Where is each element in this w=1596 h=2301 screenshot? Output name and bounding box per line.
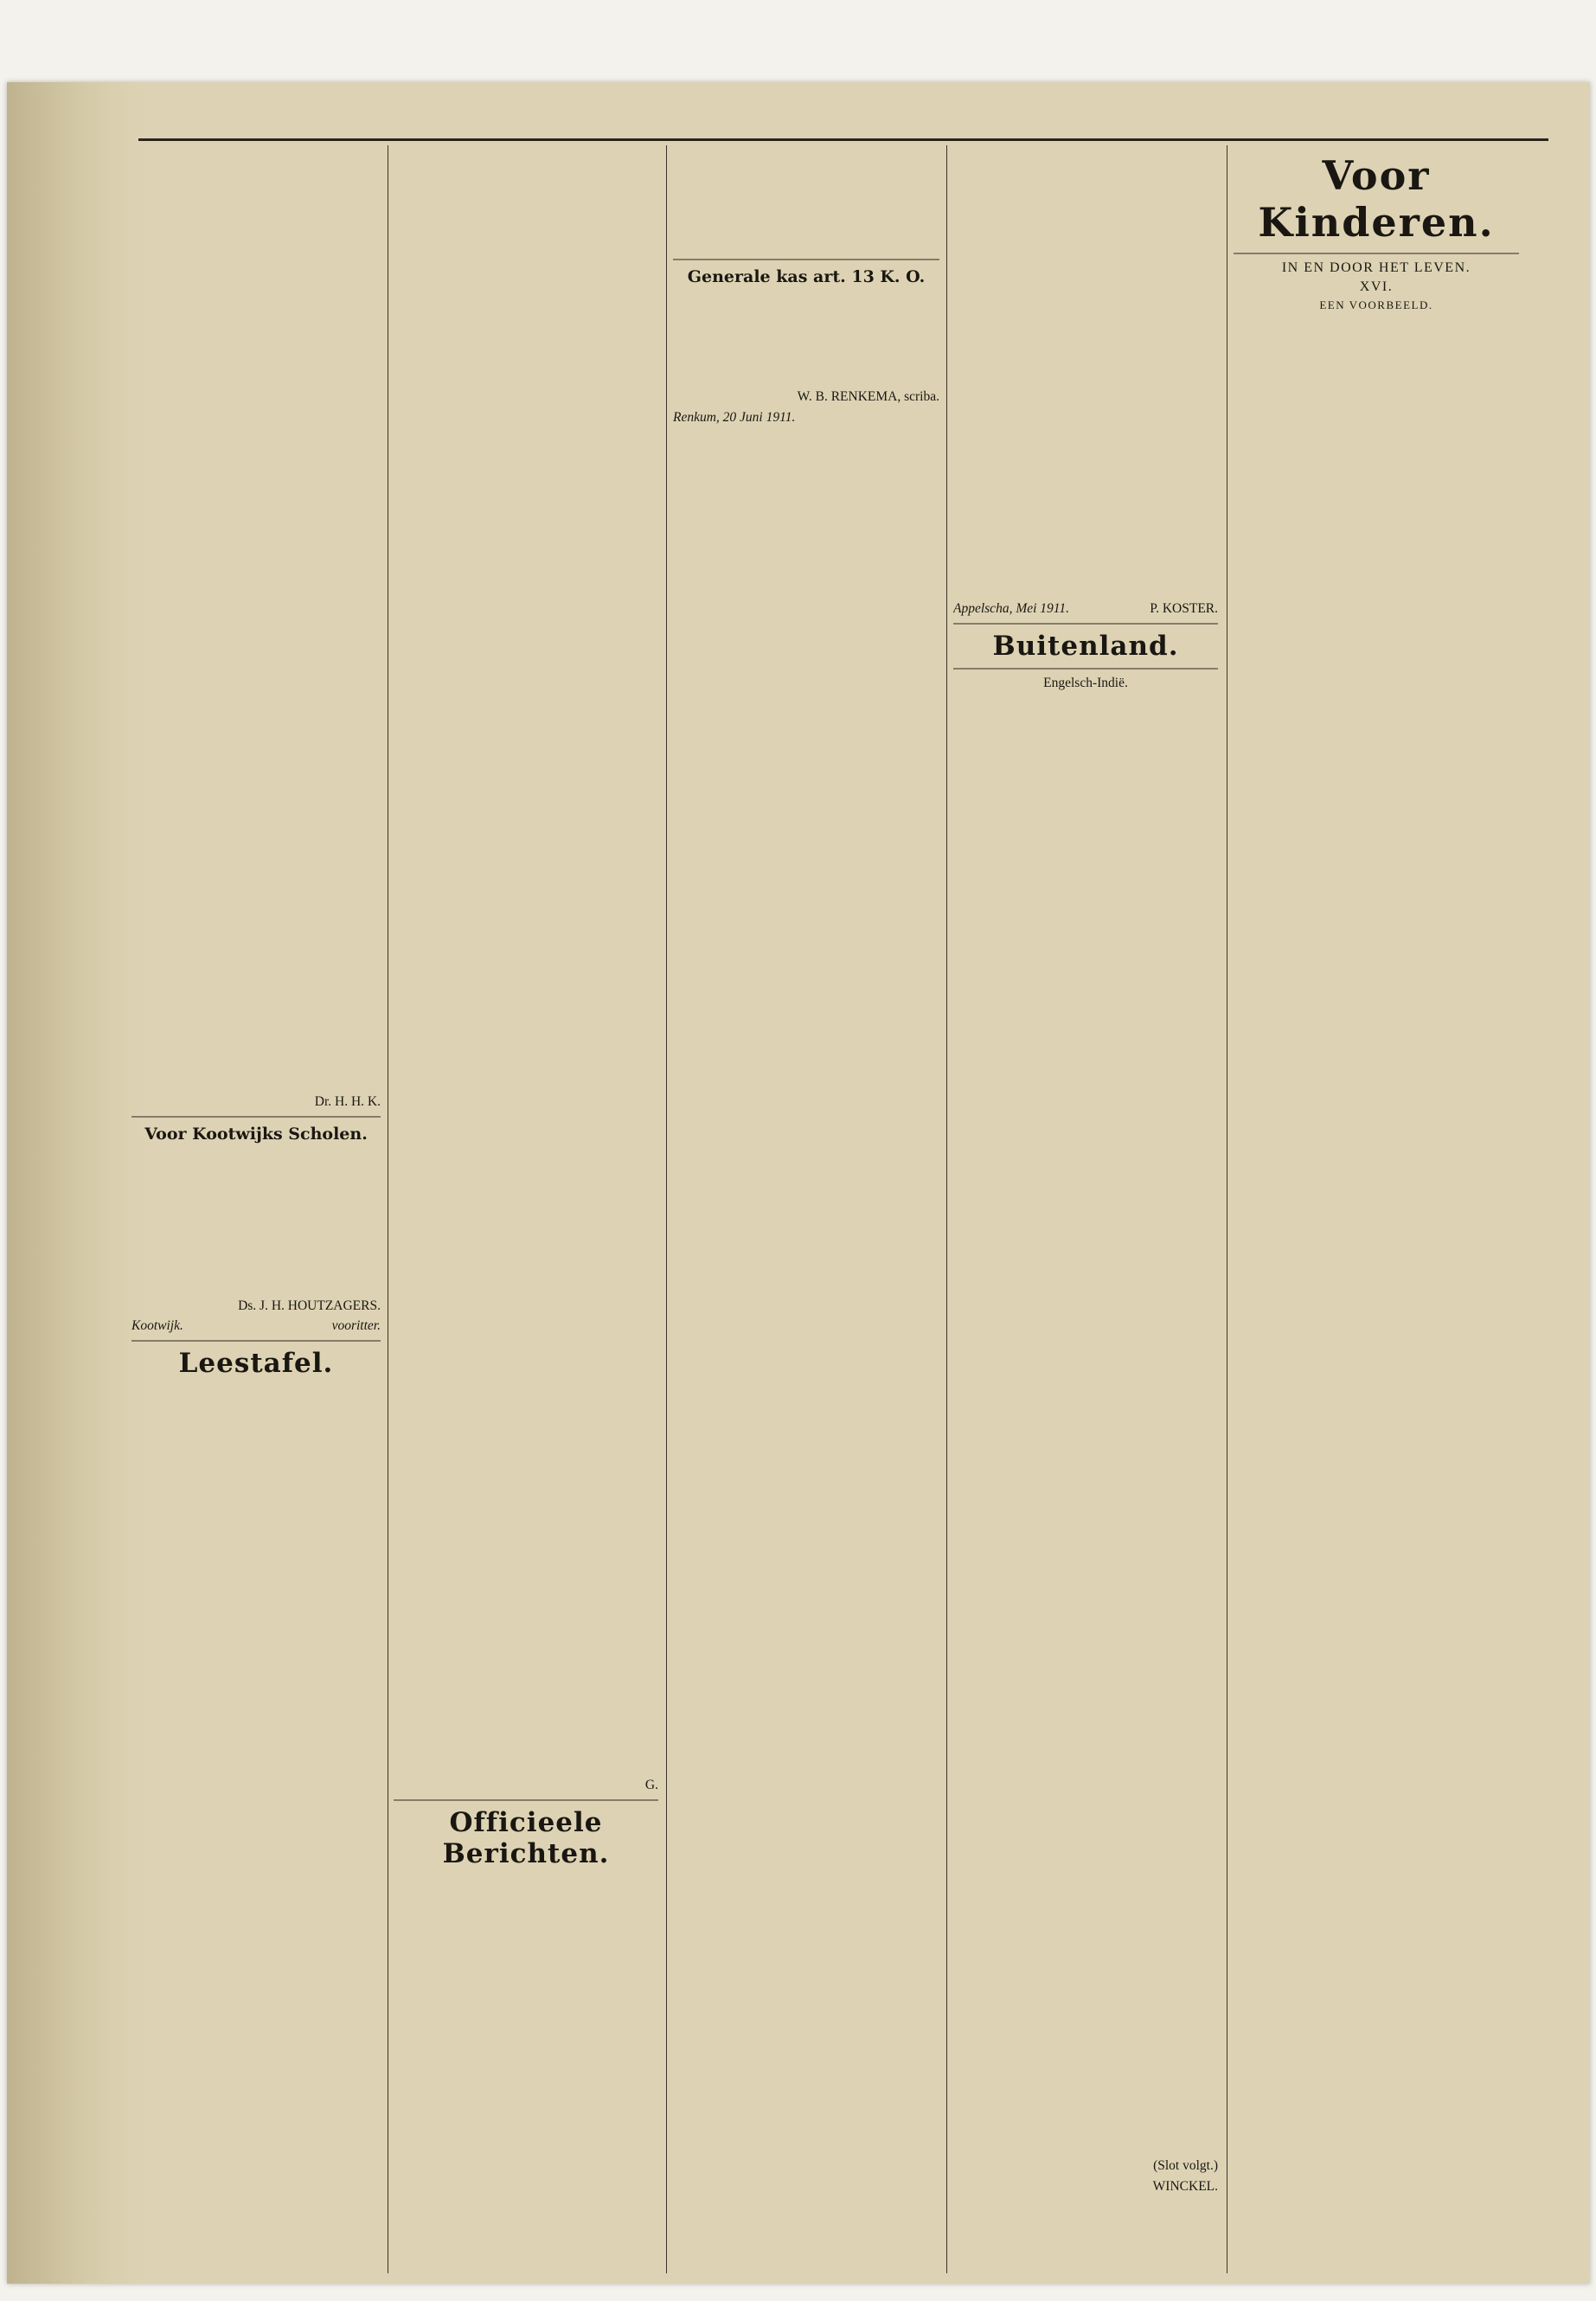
signature: Dr. H. H. K. [314,1094,381,1109]
school-signature-row [131,1318,381,1334]
heading-generale-kas: Generale kas art. 13 K. O. [687,267,926,286]
header-rule [138,138,1548,141]
separator-line [131,1116,381,1118]
subheading-engelsch-indie: Engelsch-Indië. [1043,675,1128,690]
signature-row [953,601,1218,617]
illegible-article-body [673,430,939,2203]
separator-line [394,1799,658,1801]
heading-kootwijk-schools: Voor Kootwijks Scholen. [144,1124,368,1144]
school-signature-name: Ds. J. H. HOUTZAGERS. [238,1298,381,1313]
signature: W. B. RENKEMA, scriba. [797,389,939,404]
signature-place: Kootwijk. [131,1318,183,1334]
illegible-article-body [1234,317,1519,2220]
illegible-article-body [131,1382,381,2272]
section-title: EEN VOORBEELD. [1319,298,1433,312]
illegible-article-body [953,694,1218,2156]
facing-page-edge [9,156,61,2145]
illegible-article-body [394,149,658,1775]
heading-officieele-berichten: Officieele Berichten. [442,1806,610,1869]
column-3 [673,149,939,2272]
column-divider [666,145,667,2273]
column-4 [953,149,1218,2272]
continued-note: (Slot volgt.) [1153,2158,1218,2174]
illegible-article-body [673,149,939,253]
column-2 [394,149,658,2272]
signature-name: P. KOSTER. [1150,601,1218,616]
series-title: IN EN DOOR HET LEVEN. [1281,260,1471,275]
signature: G. [644,1778,658,1792]
signature-role: vooritter. [331,1318,381,1334]
signature-place-date: Appelscha, Mei 1911. [953,601,1070,616]
masthead-voor-kinderen: Voor Kinderen. [1258,152,1495,246]
separator-line [1234,253,1519,254]
column-divider [946,145,947,2273]
separator-line [131,1340,381,1342]
separator-line [953,668,1218,670]
heading-leestafel: Leestafel. [178,1347,334,1379]
column-1 [131,149,381,2272]
heading-buitenland: Buitenland. [992,630,1179,662]
illegible-article-body [953,149,1218,599]
signature: WINCKEL. [1152,2178,1218,2194]
part-number: XVI. [1359,279,1394,294]
separator-line [673,259,939,260]
illegible-article-body [673,292,939,387]
separator-line [953,623,1218,625]
column-5 [1234,149,1519,2272]
illegible-article-body [131,149,381,1092]
illegible-article-body [131,1149,381,1296]
place-date: Renkum, 20 Juni 1911. [673,409,796,425]
illegible-article-body [394,1873,658,2272]
